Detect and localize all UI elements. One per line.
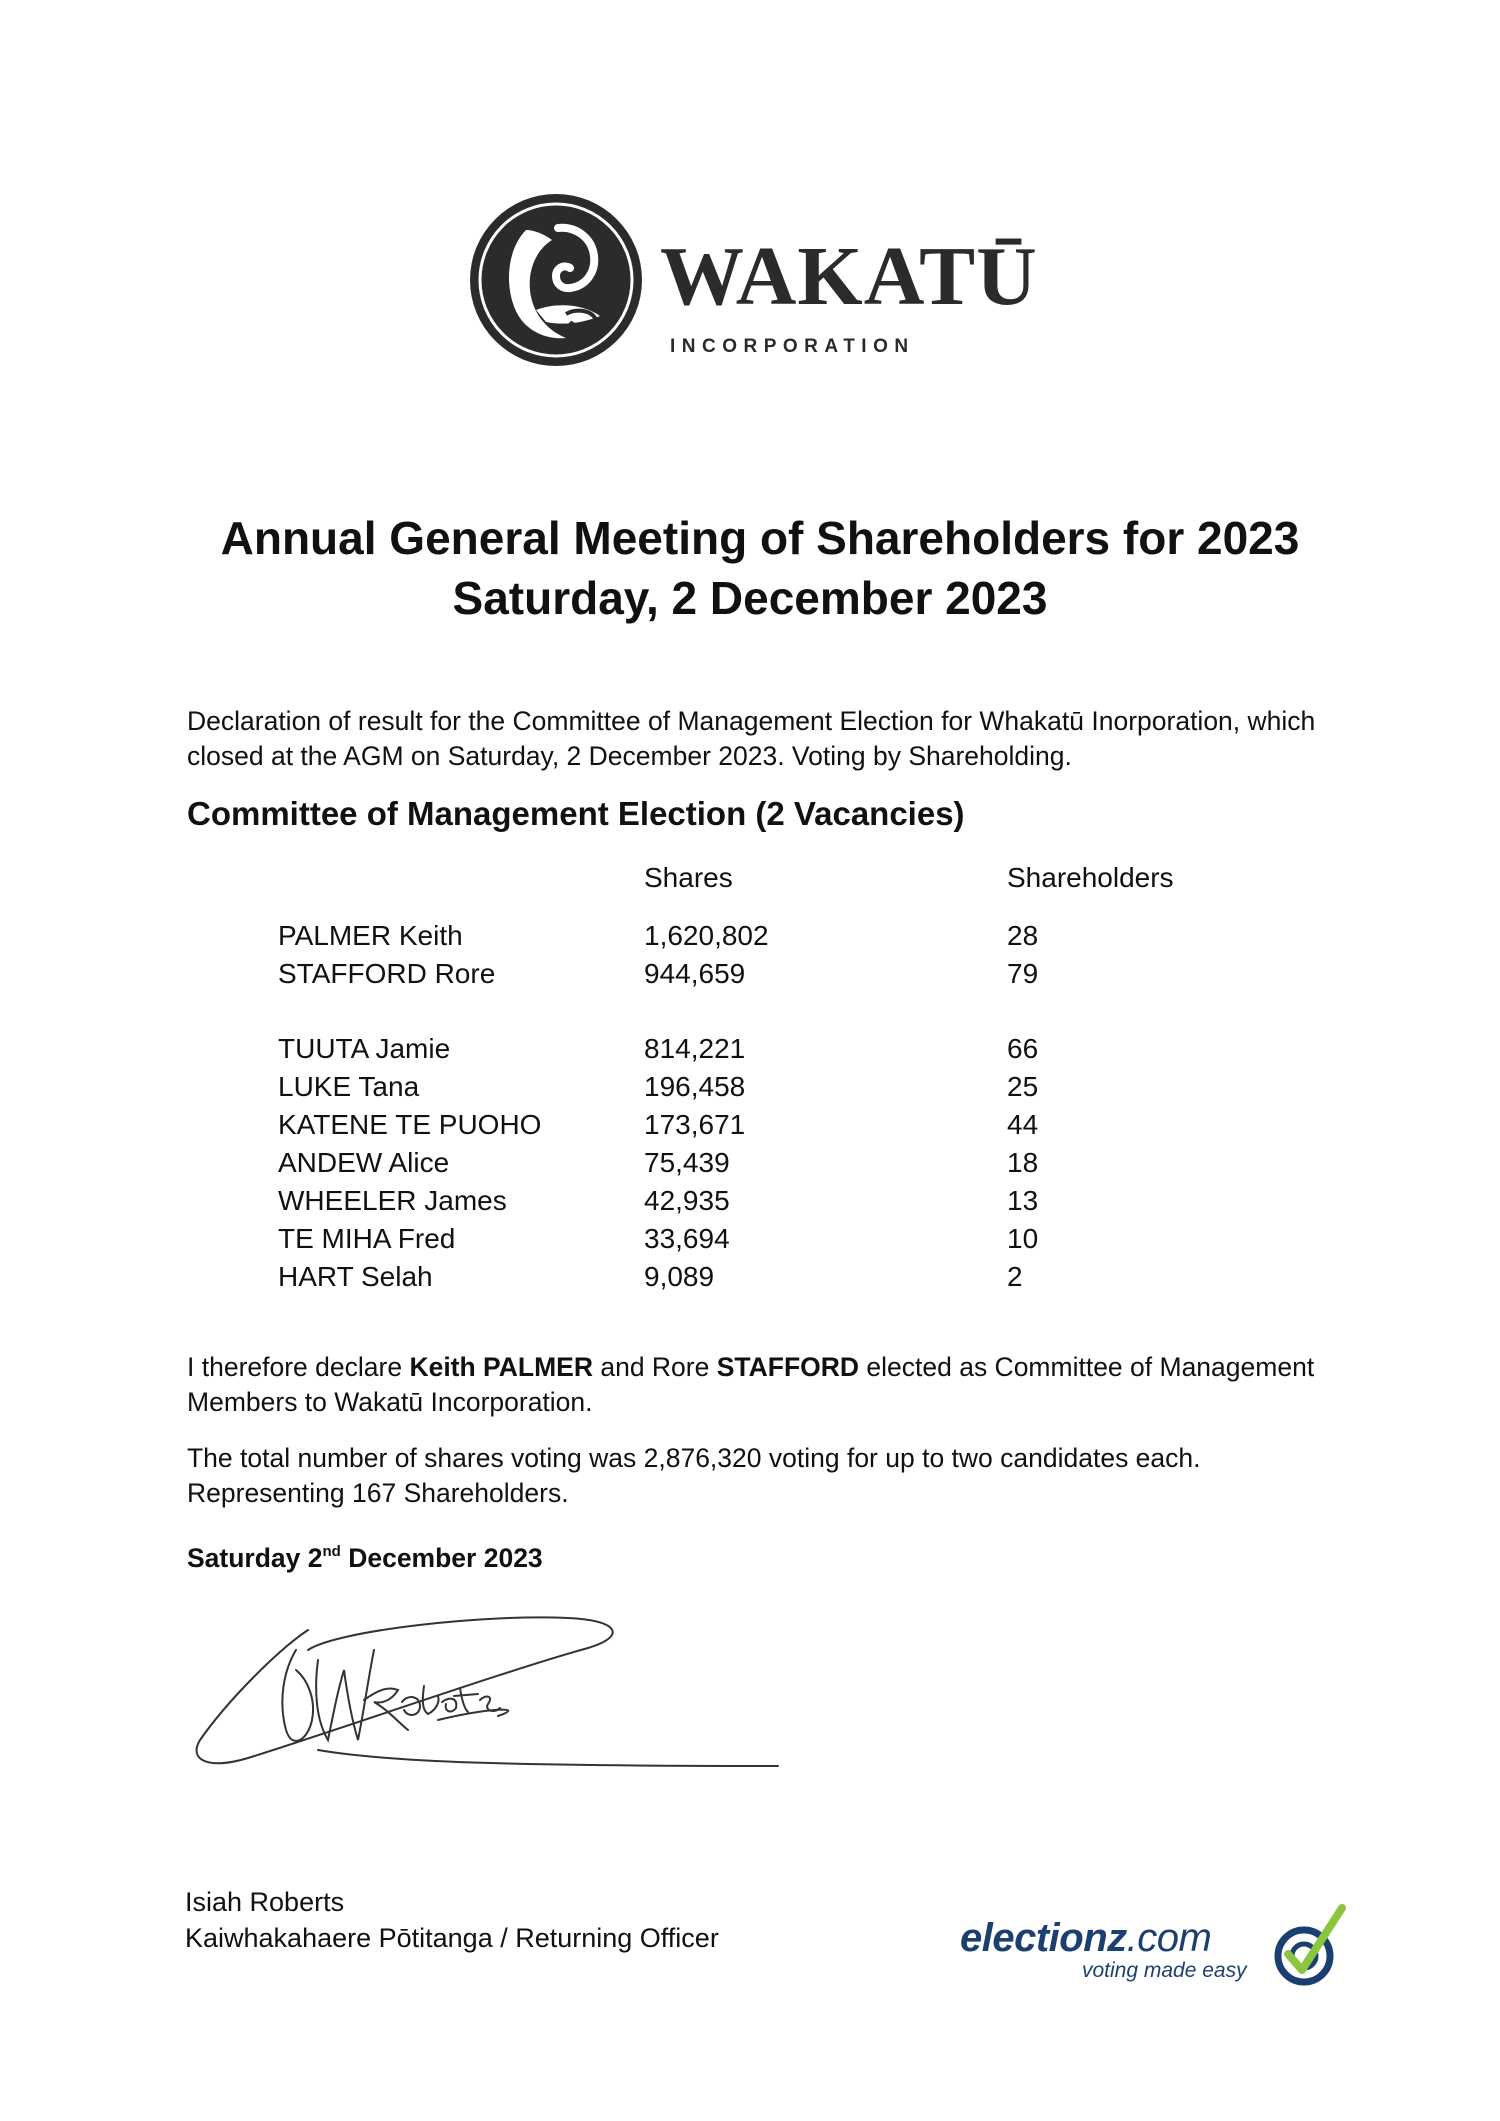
row-name: TE MIHA Fred xyxy=(278,1223,456,1254)
row-shares: 173,671 xyxy=(644,1109,746,1140)
row-name: STAFFORD Rore xyxy=(278,958,496,989)
row-shareholders: 10 xyxy=(1007,1223,1039,1254)
column-header-shareholders: Shareholders xyxy=(1007,862,1174,893)
date-suffix: December 2023 xyxy=(340,1543,543,1573)
declaration-date xyxy=(187,1544,543,1572)
row-name: HART Selah xyxy=(278,1261,433,1292)
declaration-text: elected as Committee of Management Members to Wakatū Incorporation. xyxy=(187,1352,1315,1417)
row-shareholders: 28 xyxy=(1007,920,1039,951)
page-subtitle-date: Saturday, 2 December 2023 xyxy=(452,572,1048,624)
intro-paragraph: Declaration of result for the Committee of Management Election for Whakatū Inorporation, which closed at the AGM on Saturday, 2 December 2023. Voting by Shareholding. xyxy=(187,706,1316,771)
row-shares: 814,221 xyxy=(644,1033,746,1064)
row-shares: 196,458 xyxy=(644,1071,746,1102)
row-name: WHEELER James xyxy=(278,1185,507,1216)
date-prefix: Saturday 2 xyxy=(187,1543,323,1573)
row-name: LUKE Tana xyxy=(278,1071,420,1102)
signature-text: CAWRoberts xyxy=(188,1590,194,1591)
row-shareholders: 44 xyxy=(1007,1109,1039,1140)
row-shareholders: 13 xyxy=(1007,1185,1039,1216)
row-shares: 1,620,802 xyxy=(644,920,769,951)
row-shareholders: 66 xyxy=(1007,1033,1039,1064)
page-title: Annual General Meeting of Shareholders for 2023 xyxy=(220,512,1300,564)
electionz-tagline: voting made easy xyxy=(1082,1959,1247,1982)
row-shares: 9,089 xyxy=(644,1261,715,1292)
row-shares: 42,935 xyxy=(644,1185,730,1216)
total-paragraph: The total number of shares voting was 2,876,320 voting for up to two candidates each. Representing 167 Shareholders. xyxy=(187,1443,1201,1508)
signature-image xyxy=(188,1590,788,1790)
row-name: PALMER Keith xyxy=(278,920,463,951)
electionz-dotcom: .com xyxy=(1126,1916,1212,1960)
officer-name: Isiah Roberts xyxy=(185,1887,345,1917)
date-ordinal: nd xyxy=(322,1543,341,1560)
row-shareholders: 25 xyxy=(1007,1071,1039,1102)
elected-name-2: STAFFORD xyxy=(716,1352,860,1382)
wakatu-wordmark: WAKATŪ xyxy=(660,230,1038,323)
row-shareholders: 2 xyxy=(1007,1261,1023,1292)
electionz-check-icon xyxy=(1262,1900,1352,1990)
section-heading: Committee of Management Election (2 Vacancies) xyxy=(187,795,965,832)
row-shares: 75,439 xyxy=(644,1147,730,1178)
row-name: ANDEW Alice xyxy=(278,1147,450,1178)
row-name: KATENE TE PUOHO xyxy=(278,1109,542,1140)
row-shareholders: 18 xyxy=(1007,1147,1039,1178)
row-shares: 944,659 xyxy=(644,958,746,989)
wakatu-logo-mark xyxy=(466,190,646,370)
declaration-text: I therefore declare xyxy=(187,1352,410,1382)
declaration-paragraph xyxy=(187,1350,1337,1420)
elected-name-1: Keith PALMER xyxy=(409,1352,593,1382)
wakatu-subtitle: INCORPORATION xyxy=(670,336,915,357)
declaration-text: and Rore xyxy=(592,1352,717,1382)
officer-title: Kaiwhakahaere Pōtitanga / Returning Officer xyxy=(185,1923,719,1953)
row-shareholders: 79 xyxy=(1007,958,1039,989)
electionz-word: electionz xyxy=(960,1916,1127,1960)
row-shares: 33,694 xyxy=(644,1223,730,1254)
column-header-shares: Shares xyxy=(644,862,733,893)
row-name: TUUTA Jamie xyxy=(278,1033,451,1064)
electionz-wordmark xyxy=(960,1918,1211,1958)
